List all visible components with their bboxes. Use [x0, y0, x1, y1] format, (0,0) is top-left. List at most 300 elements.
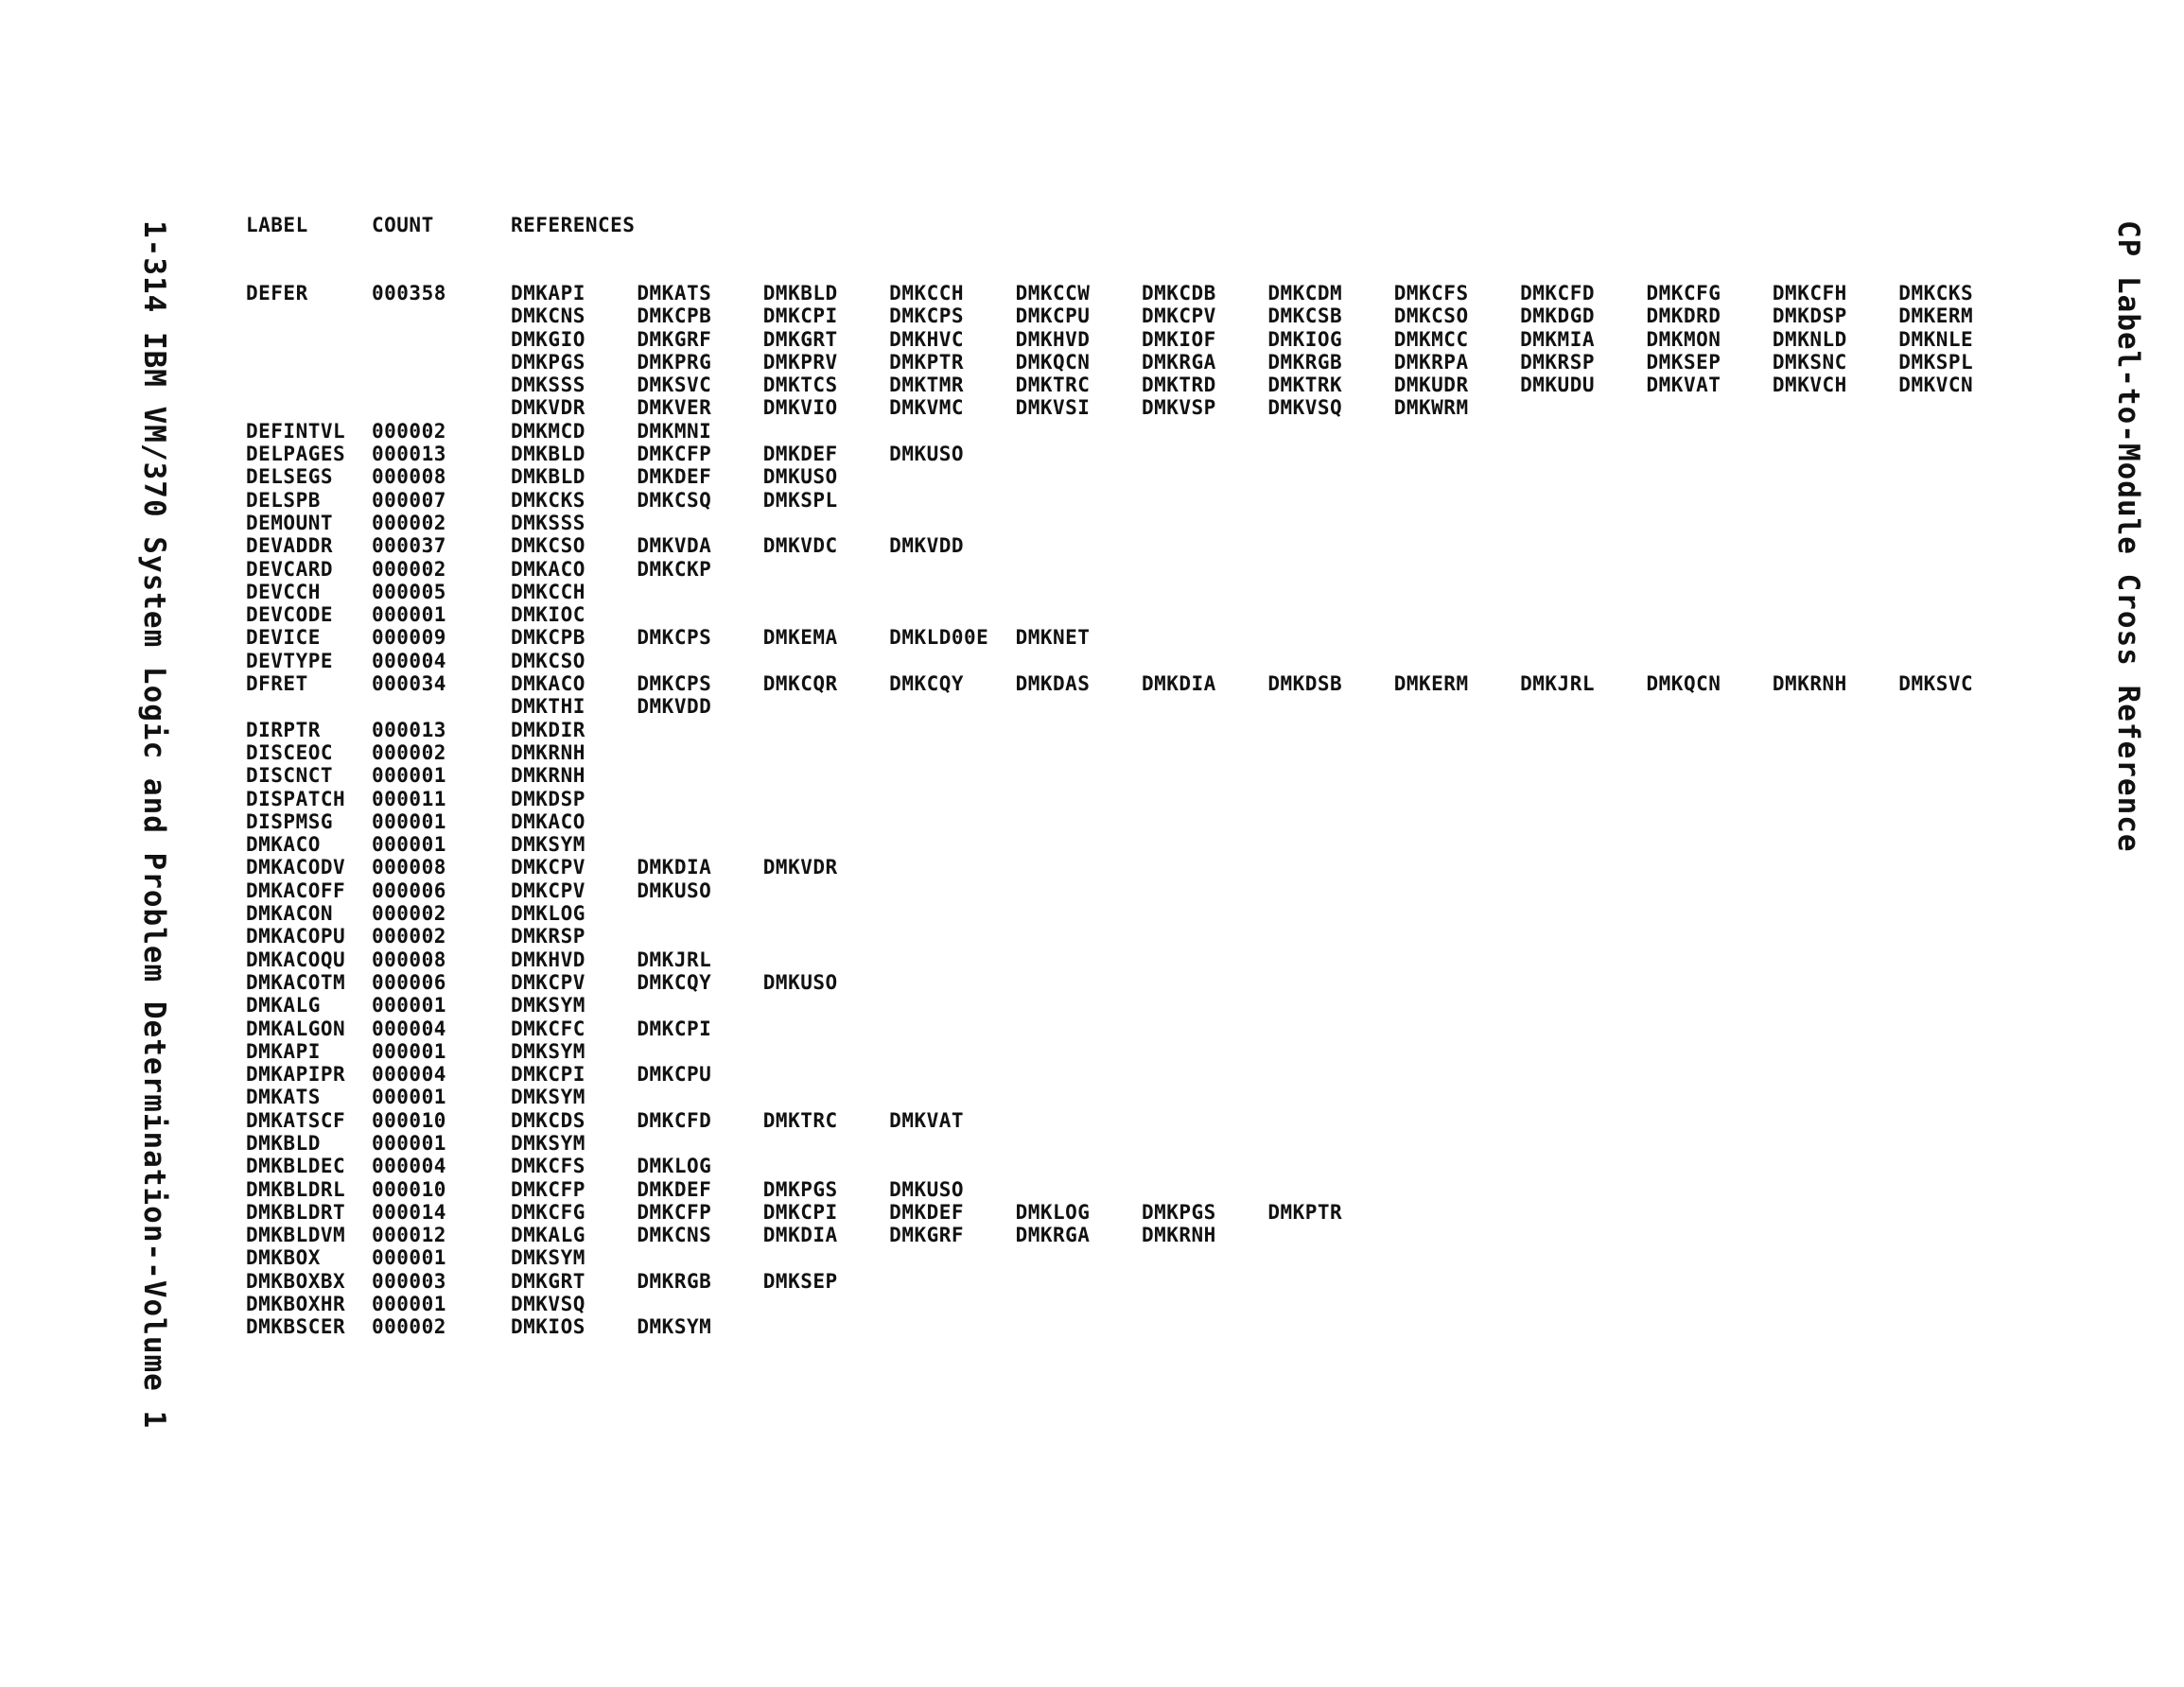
reference-module: DMKALG	[511, 1224, 585, 1247]
table-row	[246, 650, 2025, 672]
reference-module: DMKVIO	[762, 396, 838, 420]
reference-module: DMKTRK	[1267, 374, 1343, 397]
label-cell: DISPMSG	[246, 809, 334, 833]
table-row	[246, 788, 2025, 810]
count-cell: 000004	[372, 649, 446, 672]
reference-module: DMKERM	[1393, 672, 1469, 696]
reference-module: DMKCPI	[762, 1200, 838, 1224]
reference-module: DMKSEP	[1646, 350, 1721, 374]
references-cell	[511, 1293, 2025, 1315]
count-cell: 000034	[372, 672, 446, 696]
reference-module: DMKVAT	[1646, 374, 1721, 397]
count-cell: 000001	[372, 1039, 446, 1063]
table-row	[246, 1293, 2025, 1315]
count-header: COUNT	[372, 214, 434, 236]
reference-module: DMKCPB	[511, 626, 585, 650]
reference-module: DMKCPU	[1015, 304, 1091, 328]
reference-module: DMKCCH	[511, 580, 585, 603]
label-cell: DMKBLD	[246, 1131, 321, 1155]
references-cell	[511, 971, 2025, 994]
reference-module: DMKLOG	[637, 1155, 712, 1178]
table-row	[246, 833, 2025, 856]
table-row	[246, 719, 2025, 741]
count-cell: 000001	[372, 764, 446, 788]
label-cell: DMKACOTM	[246, 970, 346, 994]
reference-module: DMKSYM	[511, 994, 585, 1017]
count-cell: 000001	[372, 1293, 446, 1316]
reference-module: DMKRNH	[1772, 672, 1847, 696]
table-row	[246, 948, 2025, 971]
label-cell: DMKBOX	[246, 1246, 321, 1270]
reference-module: DMKVSP	[1141, 396, 1216, 420]
references-cell	[511, 443, 2025, 465]
count-cell: 000012	[372, 1224, 446, 1247]
count-cell: 000002	[372, 925, 446, 948]
reference-module: DMKCFP	[637, 1200, 712, 1224]
reference-module: DMKCPS	[889, 304, 965, 328]
table-row	[246, 465, 2025, 488]
count-cell: 000014	[372, 1200, 446, 1224]
reference-module: DMKVDR	[762, 856, 838, 879]
reference-module: DMKCPV	[511, 970, 585, 994]
reference-module: DMKSYM	[511, 833, 585, 857]
reference-module: DMKRNH	[511, 740, 585, 764]
count-cell: 000001	[372, 1131, 446, 1155]
reference-module: DMKCKP	[637, 557, 712, 581]
reference-module: DMKPGS	[762, 1177, 838, 1201]
reference-module: DMKTMR	[889, 374, 965, 397]
reference-module: DMKVDA	[637, 534, 712, 558]
references-cell	[511, 603, 2025, 626]
reference-module: DMKHVD	[511, 948, 585, 971]
reference-module: DMKSYM	[511, 1246, 585, 1270]
label-cell: DMKACOQU	[246, 948, 346, 971]
reference-module: DMKCFS	[1393, 282, 1469, 304]
label-cell: DFRET	[246, 672, 308, 696]
count-cell: 000005	[372, 580, 446, 603]
reference-module: DMKUSO	[889, 443, 965, 466]
label-cell: DMKAPIPR	[246, 1063, 346, 1087]
reference-module: DMKGRT	[511, 1269, 585, 1293]
references-cell	[511, 788, 2025, 810]
references-cell	[511, 1017, 2025, 1040]
label-cell: DMKBLDRL	[246, 1177, 346, 1201]
reference-module: DMKDIR	[511, 718, 585, 741]
references-cell	[511, 1315, 2025, 1338]
references-cell	[511, 1246, 2025, 1269]
references-cell	[511, 833, 2025, 856]
count-cell: 000013	[372, 718, 446, 741]
references-cell	[511, 282, 2025, 420]
reference-module: DMKERM	[1898, 304, 1974, 328]
reference-module: DMKDEF	[762, 443, 838, 466]
table-row	[246, 603, 2025, 626]
label-cell: DISCNCT	[246, 764, 334, 788]
reference-module: DMKVDD	[637, 695, 712, 719]
label-cell: DMKATS	[246, 1086, 321, 1109]
table-row	[246, 1155, 2025, 1177]
label-cell: DMKBLDEC	[246, 1155, 346, 1178]
reference-module: DMKPTR	[889, 350, 965, 374]
reference-module: DMKCPV	[511, 856, 585, 879]
reference-module: DMKCSO	[511, 534, 585, 558]
reference-module: DMKMCD	[511, 419, 585, 443]
label-cell: DEVCCH	[246, 580, 321, 603]
label-cell: DELSEGS	[246, 465, 334, 489]
reference-module: DMKGIO	[511, 327, 585, 351]
count-cell: 000001	[372, 1246, 446, 1270]
reference-module: DMKDSP	[1772, 304, 1847, 328]
table-row	[246, 902, 2025, 925]
reference-module: DMKCFP	[511, 1177, 585, 1201]
reference-module: DMKNET	[1015, 626, 1091, 650]
reference-module: DMKSYM	[637, 1315, 712, 1339]
reference-module: DMKHVD	[1015, 327, 1091, 351]
count-cell: 000001	[372, 809, 446, 833]
reference-module: DMKLOG	[1015, 1200, 1091, 1224]
reference-module: DMKRNH	[1141, 1224, 1216, 1247]
references-cell	[511, 994, 2025, 1017]
reference-module: DMKRNH	[511, 764, 585, 788]
reference-module: DMKLOG	[511, 902, 585, 926]
count-cell: 000001	[372, 833, 446, 857]
references-cell	[511, 558, 2025, 581]
reference-module: DMKGRF	[889, 1224, 965, 1247]
reference-module: DMKCDM	[1267, 282, 1343, 304]
reference-module: DMKCFD	[637, 1108, 712, 1132]
label-cell: DELSPB	[246, 488, 321, 512]
reference-module: DMKCFD	[1520, 282, 1595, 304]
references-cell	[511, 1270, 2025, 1293]
references-cell	[511, 764, 2025, 787]
reference-module: DMKCFC	[511, 1017, 585, 1040]
references-cell	[511, 650, 2025, 672]
table-row	[246, 971, 2025, 994]
label-cell: DMKALG	[246, 994, 321, 1017]
reference-module: DMKDGD	[1520, 304, 1595, 328]
reference-module: DMKVMC	[889, 396, 965, 420]
reference-module: DMKPRG	[637, 350, 712, 374]
label-cell: DMKACOPU	[246, 925, 346, 948]
table-row	[246, 1270, 2025, 1293]
reference-module: DMKCQY	[889, 672, 965, 696]
reference-module: DMKDSP	[511, 787, 585, 810]
reference-module: DMKVSQ	[1267, 396, 1343, 420]
references-cell	[511, 1132, 2025, 1155]
references-cell	[511, 1109, 2025, 1132]
label-cell: DEFINTVL	[246, 419, 346, 443]
reference-module: DMKTHI	[511, 695, 585, 719]
reference-module: DMKCFS	[511, 1155, 585, 1178]
reference-module: DMKDIA	[1141, 672, 1216, 696]
count-cell: 000013	[372, 443, 446, 466]
reference-module: DMKCPU	[637, 1063, 712, 1087]
reference-module: DMKCPV	[511, 878, 585, 902]
table-row	[246, 1246, 2025, 1269]
references-cell	[511, 948, 2025, 971]
table-row	[246, 1109, 2025, 1132]
reference-module: DMKLD00E	[889, 626, 989, 650]
label-cell: DMKBLDRT	[246, 1200, 346, 1224]
reference-module: DMKDSB	[1267, 672, 1343, 696]
count-cell: 000006	[372, 878, 446, 902]
reference-module: DMKBLD	[511, 443, 585, 466]
reference-module: DMKRPA	[1393, 350, 1469, 374]
label-cell: DMKBLDVM	[246, 1224, 346, 1247]
label-cell: DEMOUNT	[246, 511, 334, 534]
reference-module: DMKRSP	[511, 925, 585, 948]
reference-module: DMKDEF	[889, 1200, 965, 1224]
reference-module: DMKGRF	[637, 327, 712, 351]
references-cell	[511, 420, 2025, 443]
reference-module: DMKDEF	[637, 465, 712, 489]
reference-module: DMKATS	[637, 282, 712, 304]
count-cell: 000010	[372, 1108, 446, 1132]
references-cell	[511, 902, 2025, 925]
label-cell: DMKACOFF	[246, 878, 346, 902]
references-cell	[511, 1040, 2025, 1063]
count-cell: 000004	[372, 1063, 446, 1087]
table-row	[246, 1178, 2025, 1201]
references-cell	[511, 1155, 2025, 1177]
references-cell	[511, 581, 2025, 603]
reference-module: DMKCKS	[511, 488, 585, 512]
reference-module: DMKVDR	[511, 396, 585, 420]
table-row	[246, 925, 2025, 948]
reference-module: DMKACO	[511, 672, 585, 696]
reference-module: DMKDEF	[637, 1177, 712, 1201]
reference-module: DMKSPL	[762, 488, 838, 512]
table-row	[246, 764, 2025, 787]
table-row	[246, 994, 2025, 1017]
reference-module: DMKACO	[511, 557, 585, 581]
page-header-right: CP Label-to-Module Cross Reference	[2111, 220, 2145, 853]
count-cell: 000002	[372, 419, 446, 443]
count-cell: 000037	[372, 534, 446, 558]
label-cell: DMKACO	[246, 833, 321, 857]
count-cell: 000004	[372, 1155, 446, 1178]
reference-module: DMKIOF	[1141, 327, 1216, 351]
references-cell	[511, 1063, 2025, 1086]
reference-module: DMKRGA	[1015, 1224, 1091, 1247]
reference-module: DMKIOC	[511, 603, 585, 627]
reference-module: DMKDRD	[1646, 304, 1721, 328]
references-cell	[511, 925, 2025, 948]
reference-module: DMKNLD	[1772, 327, 1847, 351]
reference-module: DMKPGS	[511, 350, 585, 374]
reference-module: DMKJRL	[1520, 672, 1595, 696]
reference-module: DMKCNS	[511, 304, 585, 328]
table-row	[246, 1086, 2025, 1108]
reference-module: DMKCPS	[637, 672, 712, 696]
reference-module: DMKCFP	[637, 443, 712, 466]
count-cell: 000010	[372, 1177, 446, 1201]
reference-module: DMKSNC	[1772, 350, 1847, 374]
reference-module: DMKBLD	[511, 465, 585, 489]
count-cell: 000007	[372, 488, 446, 512]
table-row	[246, 512, 2025, 534]
table-row	[246, 856, 2025, 878]
reference-module: DMKCPI	[637, 1017, 712, 1040]
label-cell: DEFER	[246, 282, 308, 304]
label-cell: DEVCODE	[246, 603, 334, 627]
table-row	[246, 1063, 2025, 1086]
reference-module: DMKSYM	[511, 1086, 585, 1109]
reference-module: DMKJRL	[637, 948, 712, 971]
reference-module: DMKCPS	[637, 626, 712, 650]
reference-module: DMKPRV	[762, 350, 838, 374]
references-cell	[511, 810, 2025, 833]
count-cell: 000002	[372, 740, 446, 764]
label-cell: DMKBOXBX	[246, 1269, 346, 1293]
count-cell: 000002	[372, 1315, 446, 1339]
table-row	[246, 420, 2025, 443]
reference-module: DMKCSQ	[637, 488, 712, 512]
reference-module: DMKCQY	[637, 970, 712, 994]
reference-module: DMKSSS	[511, 374, 585, 397]
reference-module: DMKSPL	[1898, 350, 1974, 374]
reference-module: DMKCSO	[511, 649, 585, 672]
label-cell: DEVCARD	[246, 557, 334, 581]
reference-module: DMKNLE	[1898, 327, 1974, 351]
count-cell: 000004	[372, 1017, 446, 1040]
references-cell	[511, 626, 2025, 649]
reference-module: DMKVDC	[762, 534, 838, 558]
reference-module: DMKGRT	[762, 327, 838, 351]
table-row	[246, 1201, 2025, 1224]
count-cell: 000358	[372, 282, 446, 304]
references-cell	[511, 879, 2025, 902]
references-cell	[511, 856, 2025, 878]
references-cell	[511, 1201, 2025, 1224]
reference-module: DMKCNS	[637, 1224, 712, 1247]
label-cell: DMKATSCF	[246, 1108, 346, 1132]
reference-module: DMKCSO	[1393, 304, 1469, 328]
reference-module: DMKTRC	[762, 1108, 838, 1132]
reference-module: DMKUSO	[762, 465, 838, 489]
label-cell: DEVTYPE	[246, 649, 334, 672]
references-cell	[511, 1086, 2025, 1108]
reference-module: DMKAPI	[511, 282, 585, 304]
count-cell: 000002	[372, 902, 446, 926]
reference-module: DMKCKS	[1898, 282, 1974, 304]
reference-module: DMKHVC	[889, 327, 965, 351]
reference-module: DMKUSO	[889, 1177, 965, 1201]
count-cell: 000011	[372, 787, 446, 810]
reference-module: DMKCDB	[1141, 282, 1216, 304]
reference-module: DMKUSO	[762, 970, 838, 994]
reference-module: DMKCFG	[511, 1200, 585, 1224]
reference-module: DMKCDS	[511, 1108, 585, 1132]
reference-module: DMKVSQ	[511, 1293, 585, 1316]
count-cell: 000009	[372, 626, 446, 650]
label-cell: DMKAPI	[246, 1039, 321, 1063]
reference-module: DMKCSB	[1267, 304, 1343, 328]
reference-module: DMKSYM	[511, 1131, 585, 1155]
cross-reference-table	[246, 214, 2025, 1339]
reference-module: DMKQCN	[1015, 350, 1091, 374]
reference-module: DMKEMA	[762, 626, 838, 650]
reference-module: DMKMON	[1646, 327, 1721, 351]
table-row	[246, 810, 2025, 833]
table-row	[246, 626, 2025, 649]
table-row	[246, 282, 2025, 420]
reference-module: DMKVER	[637, 396, 712, 420]
label-cell: DISCEOC	[246, 740, 334, 764]
table-row	[246, 741, 2025, 764]
reference-module: DMKUDU	[1520, 374, 1595, 397]
table-row	[246, 1224, 2025, 1246]
reference-module: DMKCPI	[511, 1063, 585, 1087]
label-cell: DEVICE	[246, 626, 321, 650]
reference-module: DMKPGS	[1141, 1200, 1216, 1224]
header-spacer	[246, 236, 2025, 282]
reference-module: DMKRGB	[637, 1269, 712, 1293]
reference-module: DMKMCC	[1393, 327, 1469, 351]
label-cell: DISPATCH	[246, 787, 346, 810]
reference-module: DMKIOG	[1267, 327, 1343, 351]
count-cell: 000003	[372, 1269, 446, 1293]
reference-module: DMKBLD	[762, 282, 838, 304]
reference-module: DMKDAS	[1015, 672, 1091, 696]
label-cell: DMKACON	[246, 902, 334, 926]
reference-module: DMKCPI	[762, 304, 838, 328]
table-row	[246, 489, 2025, 512]
table-row	[246, 1315, 2025, 1338]
references-cell	[511, 512, 2025, 534]
reference-module: DMKVCN	[1898, 374, 1974, 397]
reference-module: DMKMIA	[1520, 327, 1595, 351]
count-cell: 000002	[372, 511, 446, 534]
references-cell	[511, 741, 2025, 764]
count-cell: 000001	[372, 1086, 446, 1109]
count-cell: 000008	[372, 948, 446, 971]
reference-module: DMKCFG	[1646, 282, 1721, 304]
table-row	[246, 879, 2025, 902]
count-cell: 000008	[372, 856, 446, 879]
table-row	[246, 581, 2025, 603]
count-cell: 000001	[372, 603, 446, 627]
reference-module: DMKUSO	[637, 878, 712, 902]
references-cell	[511, 465, 2025, 488]
count-cell: 000001	[372, 994, 446, 1017]
references-header: REFERENCES	[511, 214, 636, 236]
table-row	[246, 1132, 2025, 1155]
table-row	[246, 558, 2025, 581]
references-cell	[511, 672, 2025, 719]
table-row	[246, 1017, 2025, 1040]
references-cell	[511, 534, 2025, 557]
reference-module: DMKIOS	[511, 1315, 585, 1339]
count-cell: 000006	[372, 970, 446, 994]
reference-module: DMKDIA	[762, 1224, 838, 1247]
table-row	[246, 672, 2025, 719]
reference-module: DMKTCS	[762, 374, 838, 397]
reference-module: DMKRGB	[1267, 350, 1343, 374]
table-row	[246, 534, 2025, 557]
reference-module: DMKDIA	[637, 856, 712, 879]
reference-module: DMKSYM	[511, 1039, 585, 1063]
reference-module: DMKRGA	[1141, 350, 1216, 374]
reference-module: DMKVDD	[889, 534, 965, 558]
reference-module: DMKSEP	[762, 1269, 838, 1293]
label-cell: DEVADDR	[246, 534, 334, 558]
table-row	[246, 1040, 2025, 1063]
reference-module: DMKQCN	[1646, 672, 1721, 696]
reference-module: DMKCPV	[1141, 304, 1216, 328]
reference-module: DMKPTR	[1267, 1200, 1343, 1224]
reference-module: DMKUDR	[1393, 374, 1469, 397]
